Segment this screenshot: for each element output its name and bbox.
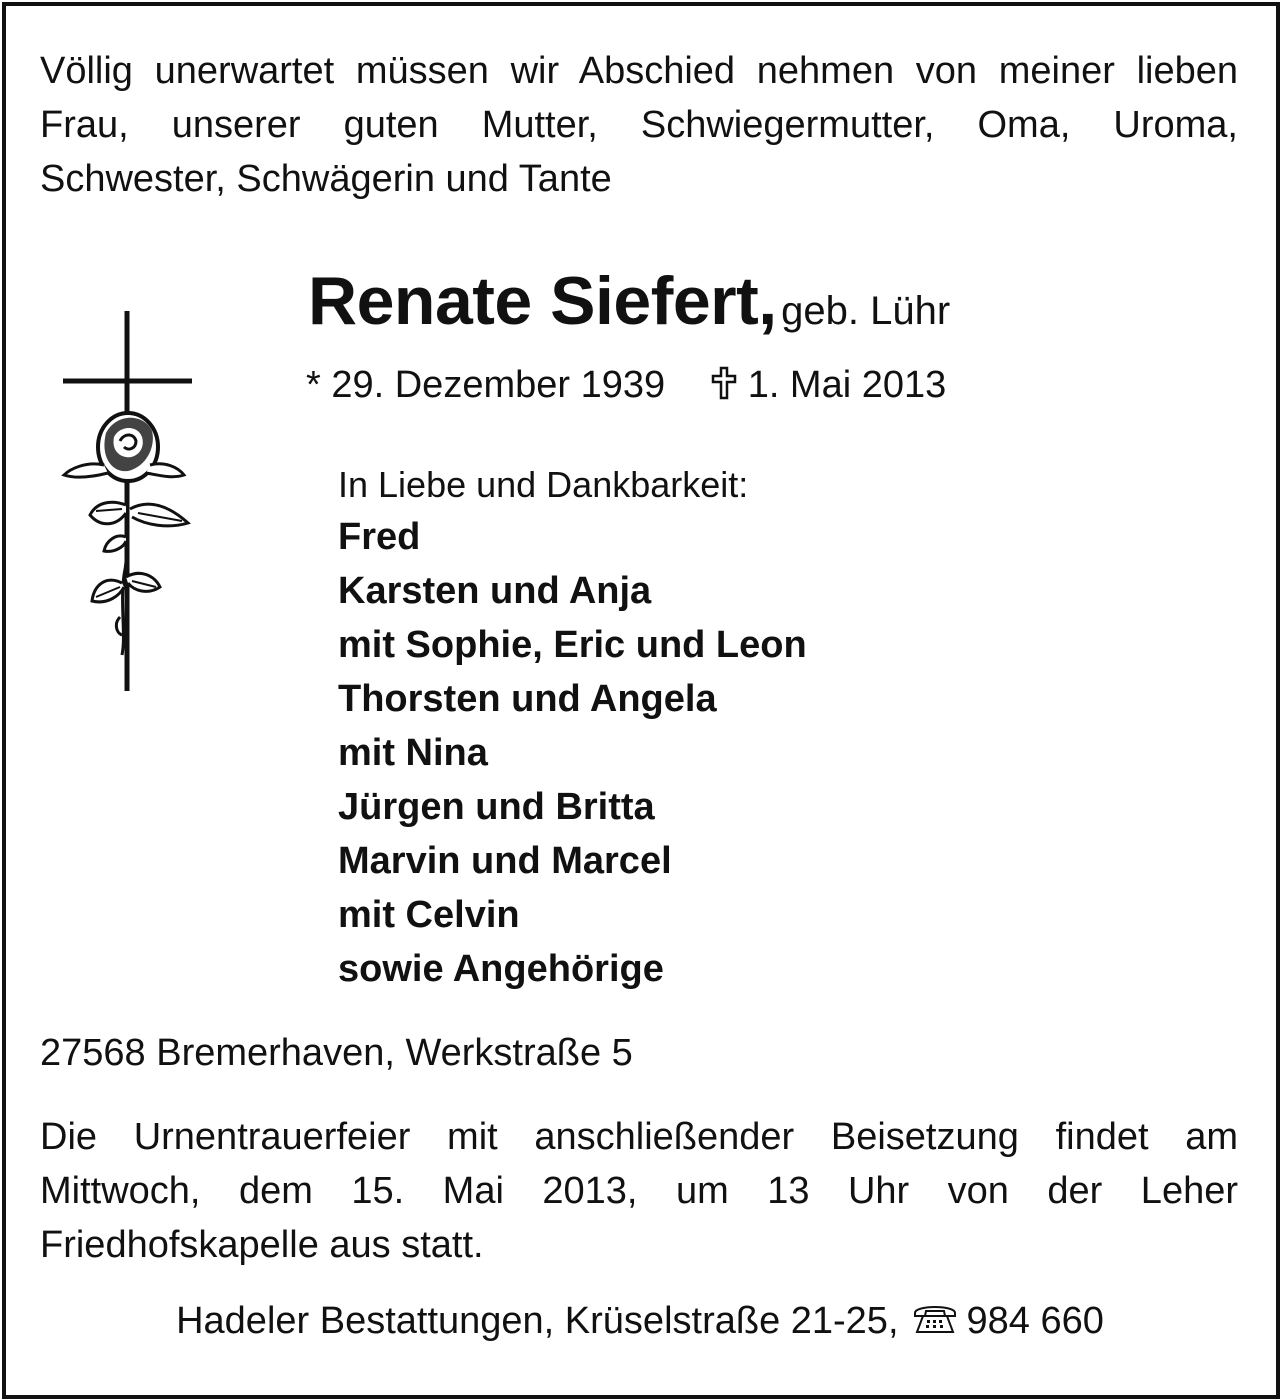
mourner-line: mit Celvin	[338, 894, 520, 936]
funeral-home-name: Hadeler Bestattungen, Krüselstraße 21-25,	[176, 1300, 899, 1342]
mourners-block	[338, 460, 807, 996]
telephone-icon	[911, 1301, 959, 1335]
birth-date: 29. Dezember 1939	[331, 364, 666, 406]
birth-marker: *	[306, 364, 321, 406]
mourner-line: Thorsten und Angela	[338, 678, 717, 720]
birth-name: geb. Lühr	[781, 289, 951, 333]
name-separator: ,	[758, 263, 777, 339]
death-entry	[710, 364, 947, 406]
intro-text: Völlig unerwartet müssen wir Abschied nehmen von meiner lieben Frau, unserer guten Mutter, Schwiegermutter, Oma, Uroma, Schwester, Schwägerin und Tante	[40, 50, 1238, 200]
mourner-line: Karsten und Anja	[338, 570, 652, 612]
deceased-name: Renate Siefert	[308, 263, 759, 339]
family-address: 27568 Bremerhaven, Werkstraße 5	[40, 1032, 633, 1074]
name-line	[308, 262, 950, 340]
mourner-line: Jürgen und Britta	[338, 786, 655, 828]
mourner-line: mit Sophie, Eric und Leon	[338, 624, 807, 666]
funeral-home-phone: 984 660	[966, 1300, 1104, 1342]
life-dates	[306, 364, 946, 407]
mourner-line: sowie Angehörige	[338, 948, 664, 990]
cross-with-rose-icon	[56, 305, 196, 697]
mourner-line: Fred	[338, 516, 421, 558]
service-details: Die Urnentrauerfeier mit anschließender Beisetzung findet am Mittwoch, dem 15. Mai 2013, um 13 Uhr von der Leher Friedhofskapelle aus statt.	[40, 1116, 1238, 1266]
mourners-intro: In Liebe und Dankbarkeit:	[338, 464, 749, 505]
mourner-line: mit Nina	[338, 732, 488, 774]
mourner-line: Marvin und Marcel	[338, 840, 672, 882]
cross-icon	[710, 366, 738, 400]
funeral-home-line	[0, 1300, 1280, 1343]
death-date: 1. Mai 2013	[747, 364, 947, 406]
